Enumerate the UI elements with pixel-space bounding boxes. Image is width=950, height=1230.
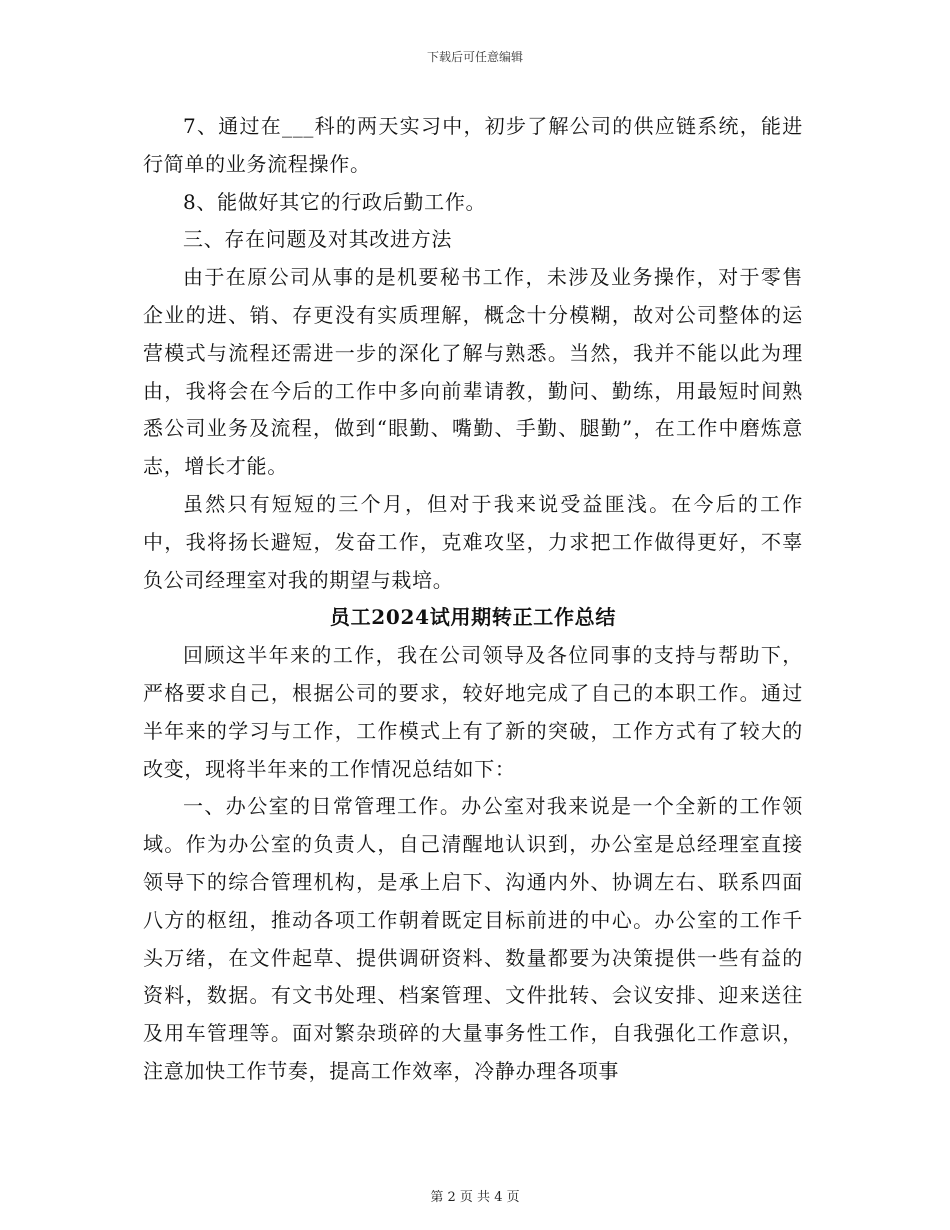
paragraph-conclusion: 虽然只有短短的三个月，但对于我来说受益匪浅。在今后的工作中，我将扬长避短，发奋工作，克难攻坚，力求把工作做得更好，不辜负公司经理室对我的期望与栽培。 xyxy=(143,491,803,592)
page-number: 第 2 页 共 4 页 xyxy=(430,1190,520,1205)
document-body xyxy=(143,108,803,1091)
paragraph-problems: 由于在原公司从事的是机要秘书工作，未涉及业务操作，对于零售企业的进、销、存更没有实质理解，概念十分模糊，故对公司整体的运营模式与流程还需进一步的深化了解与熟悉。当然，我并不能以此为理由，我将会在今后的工作中多向前辈请教，勤问、勤练，用最短时间熟悉公司业务及流程，做到“眼勤、嘴勤、手勤、腿勤”，在工作中磨炼意志，增长才能。 xyxy=(143,265,803,479)
page-header-note: 下载后可任意编辑 xyxy=(426,50,523,64)
paragraph-review: 回顾这半年来的工作，我在公司领导及各位同事的支持与帮助下，严格要求自己，根据公司的要求，较好地完成了自己的本职工作。通过半年来的学习与工作，工作模式上有了新的突破，工作方式有了较大的改变，现将半年来的工作情况总结如下： xyxy=(143,643,803,781)
document-title: 员工2024试用期转正工作总结 xyxy=(329,605,617,630)
paragraph-item-8: 8、能做好其它的行政后勤工作。 xyxy=(183,189,487,214)
section-heading-problems: 三、存在问题及对其改进方法 xyxy=(183,227,453,252)
paragraph-office-management: 一、办公室的日常管理工作。办公室对我来说是一个全新的工作领域。作为办公室的负责人，自己清醒地认识到，办公室是总经理室直接领导下的综合管理机构，是承上启下、沟通内外、协调左右、联系四面八方的枢纽，推动各项工作朝着既定目标前进的中心。办公室的工作千头万绪，在文件起草、提供调研资料、数量都要为决策提供一些有益的资料，数据。有文书处理、档案管理、文件批转、会议安排、迎来送往及用车管理等。面对繁杂琐碎的大量事务性工作，自我强化工作意识，注意加快工作节奏，提高工作效率，冷静办理各项事 xyxy=(143,794,803,1083)
paragraph-item-7: 7、通过在___科的两天实习中，初步了解公司的供应链系统，能进行简单的业务流程操作。 xyxy=(143,114,803,176)
